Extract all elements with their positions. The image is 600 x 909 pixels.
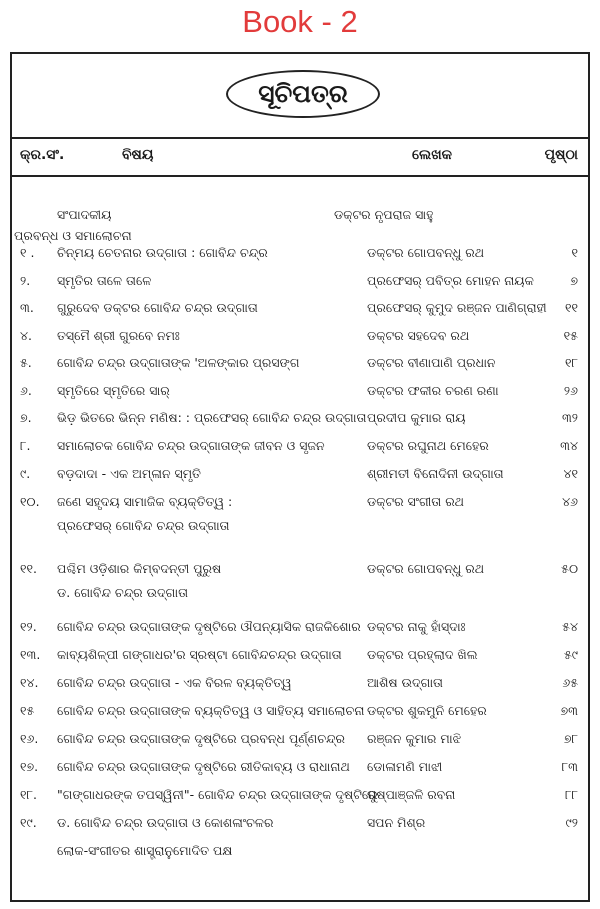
title-row [12,54,588,139]
entry-page: ୮୮ [564,787,578,802]
book-label: Book - 2 [242,4,358,39]
entry-number: ୪. [20,328,32,343]
entry-number: ୧୬. [20,731,39,746]
header-author: ଲେଖକ [412,147,453,163]
header-serial: କ୍ର.ସଂ. [20,147,65,163]
entry-subject: ପଶ୍ଚିମ ଓଡ଼ିଶାର କିମ୍ବଦନ୍ତୀ ପୁରୁଷ [57,561,222,576]
entry-page: ୫୪ [562,619,578,634]
entry-page: ୭ [570,273,578,288]
entry-page: ୭୩ [560,703,578,718]
editorial-author: ଡକ୍ଟର ନୃପରାଜ ସାହୁ [334,207,434,222]
entry-page: ୧୫ [563,328,578,343]
entry-subject: କାବ୍ୟଶିଳ୍ପୀ ଗଙ୍ଗାଧର'ର ସ୍ରଷ୍ଟା ଗୋବିନ୍ଦଚନ୍ଦ୍ର ଉଦ୍‌ଗାତା [57,647,342,662]
entry-subject: ଗୋବିନ୍ଦ ଚନ୍ଦ୍ର ଉଦ୍‌ଗାତାଙ୍କ ଦୃଷ୍ଟିରେ ରୀତିକାବ୍ୟ ଓ ରାଧାନାଥ [57,759,350,774]
entry-subject: ଗୋବିନ୍ଦ ଚନ୍ଦ୍ର ଉଦ୍‌ଗାତା - ଏକ ବିରଳ ବ୍ୟକ୍ତିତ୍ୱ [57,675,292,690]
entry-number: ୧୨. [20,619,37,634]
entry-subject: ଗୋବିନ୍ଦ ଚନ୍ଦ୍ର ଉଦ୍‌ଗାତାଙ୍କ ଦୃଷ୍ଟିରେ ଔପନ୍ୟାସିକ ରାଜକିଶୋର [57,619,361,634]
entry-author: ପ୍ରଦୀପ କୁମାର ରାୟ [367,410,466,425]
entry-subject: ଗୋବିନ୍ଦ ଚନ୍ଦ୍ର ଉଦ୍‌ଗାତାଙ୍କ ବ୍ୟକ୍ତିତ୍ୱ ଓ ସାହିତ୍ୟ ସମାଲୋଚନା [57,703,365,718]
entry-subject: ବଡ଼ଦାଦା - ଏକ ଅମ୍ଳାନ ସ୍ମୃତି [57,466,201,481]
entry-number: ୧ . [20,245,35,260]
column-headers [12,137,588,177]
entry-author: ଡୋଳାମଣି ମାଝୀ [367,759,443,774]
entry-page: ୯୨ [565,815,578,830]
entry-page: ୪୬ [562,494,578,509]
entry-author: ଡକ୍ଟର ଗୋପବନ୍ଧୁ ରଥ [367,561,485,576]
entry-subject: ଲୋକ-ସଂଗୀତର ଶାସ୍ତ୍ରାନୁମୋଦିତ ପକ୍ଷ [57,843,233,858]
entry-number: ୧୯. [20,815,37,830]
entry-page: ୫୦ [561,561,578,576]
entry-subject: ସ୍ମୃତିରେ ସ୍ମୃତିରେ ସାର୍ [57,383,170,398]
entry-author: ଶ୍ରୀମତୀ ବିନୋଦିନୀ ଉଦ୍‌ଗାତା [367,466,504,481]
entry-author: ଡକ୍ଟର ସହଦେବ ରଥ [367,328,470,343]
entry-page: ୧୧ [564,300,578,315]
header-page: ପୃଷ୍ଠା [544,147,578,163]
entry-subject: ଚିନ୍ମୟ ଚେତନାର ଉଦ୍‌ଗାତା : ଗୋବିନ୍ଦ ଚନ୍ଦ୍ର [57,245,268,260]
editorial-subject: ସଂପାଦକୀୟ [57,207,112,222]
entry-number: ୧୧. [20,561,37,576]
entry-author: ଆଶିଷ ଉଦ୍‌ଗାତା [367,675,443,690]
entry-number: ୧୪. [20,675,39,690]
entry-page: ୪୧ [563,466,578,481]
entry-page: ୬୫ [562,675,578,690]
entry-author: ଡକ୍ଟର ବୀଣାପାଣି ପ୍ରଧାନ [367,355,496,370]
entry-subject: ସ୍ମୃତିର ତାଳେ ତାଳେ [57,273,152,288]
entry-author: ଡକ୍ଟର ଗୋପବନ୍ଧୁ ରଥ [367,245,485,260]
entry-number: ୯. [20,466,31,481]
entry-number: ୫. [20,355,32,370]
entry-author: ରଞ୍ଜନ କୁମାର ମାଝି [367,731,462,746]
entry-subject: ଡ. ଗୋବିନ୍ଦ ଚନ୍ଦ୍ର ଉଦ୍‌ଗାତା [57,585,189,600]
page-title: ସୂଚିପତ୍ର [226,70,380,118]
entry-number: ୧୫ [20,703,35,718]
entry-page: ୧୮ [564,355,578,370]
entry-subject: ଜଣେ ସହୃଦୟ ସାମାଜିକ ବ୍ୟକ୍ତିତ୍ୱ : [57,494,233,509]
entry-subject: ଗୁରୁଦେବ ଡକ୍ଟର ଗୋବିନ୍ଦ ଚନ୍ଦ୍ର ଉଦ୍‌ଗାତା [57,300,258,315]
entry-page: ୧ [571,245,578,260]
entry-author: ପୁଷ୍ପାଞ୍ଜଳି ରବନା [367,787,456,802]
entry-author: ଡକ୍ଟର ସଂଗୀତା ରଥ [367,494,465,509]
entry-author: ଡକ୍ଟର ଶୁକମୁନି ମେହେର [367,703,487,718]
entry-number: ୧୭. [20,759,39,774]
entry-author: ସପନ ମିଶ୍ର [367,815,426,830]
section-heading: ପ୍ରବନ୍ଧ ଓ ସମାଲୋଚନା [14,228,132,243]
entry-number: ୧୮. [20,787,38,802]
entry-author: ଡକ୍ଟର ଫକୀର ଚରଣ ରଣା [367,383,499,398]
entry-author: ଡକ୍ଟର ନାକୁ ହାଁସ୍‌ଦାଃ [367,619,466,634]
entry-number: ୧୦. [20,494,40,509]
entry-number: ୭. [20,410,32,425]
contents-frame [10,52,590,902]
header-subject: ବିଷୟ [122,147,154,163]
entry-page: ୮୩ [561,759,578,774]
entry-page: ୨୬ [563,383,578,398]
entry-subject: ଡ. ଗୋବିନ୍ଦ ଚନ୍ଦ୍ର ଉଦ୍‌ଗାତା ଓ କୋଶଳାଂଚଳର [57,815,274,830]
entry-number: ୧୩. [20,647,41,662]
entry-author: ପ୍ରଫେସର୍ କୁମୁଦ ରଞ୍ଜନ ପାଣିଗ୍ରାହୀ [367,300,547,315]
entry-author: ଡକ୍ଟର ରଘୁନାଥ ମେହେର [367,438,489,453]
entry-number: ୮. [20,438,31,453]
entry-author: ପ୍ରଫେସର୍ ପବିତ୍ର ମୋହନ ନାୟକ [367,273,534,288]
entry-page: ୭୮ [563,731,578,746]
entry-author: ଡକ୍ଟର ପ୍ରହ୍ଲାଦ ଖିଲ [367,647,478,662]
entry-subject: ସମାଲୋଚକ ଗୋବିନ୍ଦ ଚନ୍ଦ୍ର ଉଦ୍‌ଗାତାଙ୍କ ଜୀବନ ଓ ସୃଜନ [57,438,325,453]
entry-subject: ଗୋବିନ୍ଦ ଚନ୍ଦ୍ର ଉଦ୍‌ଗାତାଙ୍କ ଦୃଷ୍ଟିରେ ପ୍ରବନ୍ଧ ପୂର୍ଣ୍ଣଚନ୍ଦ୍ର [57,731,345,746]
entry-subject: ତସ୍ମୈ ଶ୍ରୀ ଗୁରବେ ନମଃ [57,328,180,343]
entry-page: ୩୨ [561,410,578,425]
entry-number: ୨. [20,273,31,288]
entry-number: ୬. [20,383,32,398]
entry-subject: ପ୍ରଫେସର୍ ଗୋବିନ୍ଦ ଚନ୍ଦ୍ର ଉଦ୍‌ଗାତା [57,518,230,533]
entry-number: ୩. [20,300,34,315]
entry-page: ୫୯ [563,647,578,662]
entry-page: ୩୪ [560,438,578,453]
entry-subject: "ଗଙ୍ଗାଧରଙ୍କ ତପସ୍ୱିନୀ"- ଗୋବିନ୍ଦ ଚନ୍ଦ୍ର ଉଦ୍‌ଗାତାଙ୍କ ଦୃଷ୍ଟିରେ [57,787,378,802]
entry-subject: ଭିଡ଼ ଭିତରେ ଭିନ୍ନ ମଣିଷ: : ପ୍ରଫେସର୍ ଗୋବିନ୍ଦ ଚନ୍ଦ୍ର ଉଦ୍‌ଗାତା [57,410,367,425]
entry-subject: ଗୋବିନ୍ଦ ଚନ୍ଦ୍ର ଉଦ୍‌ଗାତାଙ୍କ 'ଅଳଙ୍କାର ପ୍ରସଙ୍ଗ [57,355,300,370]
